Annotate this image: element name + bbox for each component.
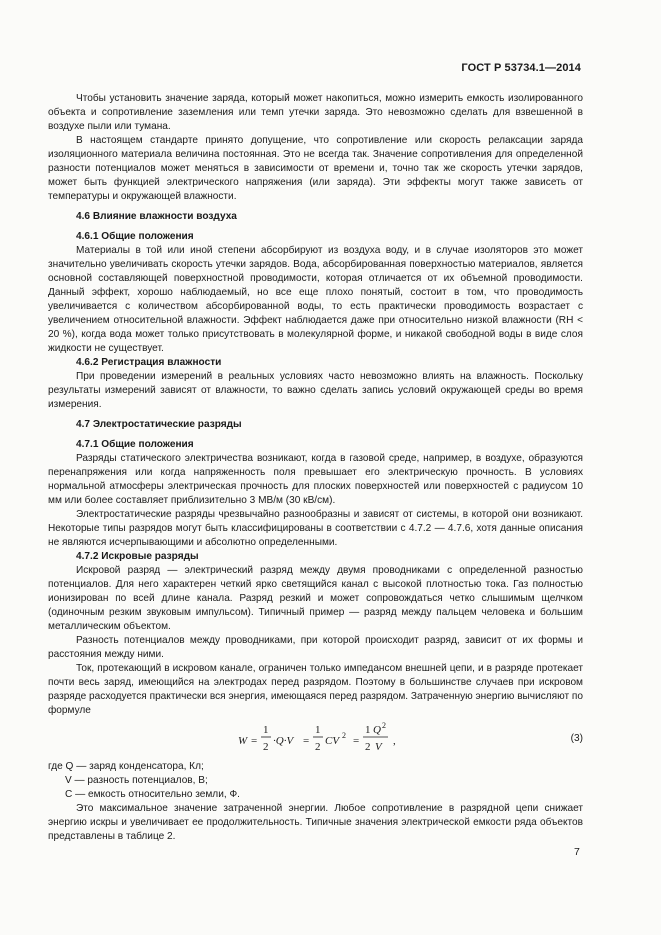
page-number: 7: [574, 846, 580, 858]
formula-exp: 2: [342, 731, 346, 740]
paragraph: Разряды статического электричества возникают, когда в газовой среде, например, в воздухе, образуются перенапряжения или когда напряженность поля превышает его электрическую прочность. В условиях нормальной атмосферы электрическая прочность для плоских поверхностей или поверхностей с радиусом 10 мм или более составляет приблизительно 3 МВ/м (30 кВ/см).: [48, 453, 583, 506]
formula-graphic: [48, 720, 468, 760]
paragraph: Ток, протекающий в искровом канале, ограничен только импедансом внешней цепи, и в разряде протекает почти весь заряд, имеющийся на электродах перед разрядом. Поэтому в большинстве случаев при искровом разряде расходуется практически вся энергия, имеющаяся перед разрядом. Затраченную энергию вычисляют по формуле: [48, 663, 583, 716]
paragraph: Материалы в той или иной степени абсорбируют из воздуха воду, и в случае изоляторов это может значительно увеличивать скорость утечки зарядов. Вода, абсорбированная поверхностью материалов, является основной составляющей поверхностной проводимости, которая отличается от их объемной проводимости. Данный эффект, хорошо наблюдаемый, но все еще плохо понятый, состоит в том, что проводимость увеличивается с количеством абсорбированной воды, то есть практически проводимость возрастает с увеличением относительной влажности. Эффект наблюдается даже при относительно низкой влажности (RH < 20 %), когда вода может только присутствовать в молекулярной форме, и никакой свободной воды в виде слоя жидкости не существует.: [48, 245, 583, 354]
paragraph: Это максимальное значение затраченной энергии. Любое сопротивление в разрядной цепи снижает энергию искры и увеличивает ее продолжительность. Типичные значения электрической емкости ряда объектов представлены в таблице 2.: [48, 803, 583, 842]
definitions: [48, 760, 583, 802]
formula-num: 1: [365, 724, 371, 736]
subsection-heading: 4.6.1 Общие положения: [76, 231, 194, 242]
definition-q: где Q — заряд конденсатора, Кл;: [48, 761, 204, 772]
formula-eq: =: [303, 735, 310, 747]
formula-v: V: [375, 741, 382, 753]
subsection-heading: 4.7.2 Искровые разряды: [76, 551, 199, 562]
formula-q: Q: [373, 724, 381, 736]
formula-comma: ,: [393, 735, 396, 747]
section-heading: 4.6 Влияние влажности воздуха: [76, 211, 237, 222]
definition-v: V — разность потенциалов, В;: [65, 775, 208, 786]
formula-eq: =: [353, 735, 360, 747]
paragraph: Искровой разряд — электрический разряд между двумя проводниками с определенной разностью потенциалов. Для него характерен четкий ярко светящийся канал с высокой плотностью тока. Газ полностью ионизирован по всей длине канала. Разряд резкий и может сопровождаться четко слышимым щелчком (одиночным резким звуковым импульсом). Типичный пример — разряд между пальцем человека и большим металлическим объектом.: [48, 565, 583, 632]
formula-number: (3): [570, 733, 583, 744]
formula-exp: 2: [382, 721, 386, 730]
formula-num: 1: [263, 724, 269, 736]
definition-c: C — емкость относительно земли, Ф.: [65, 789, 240, 800]
standard-header: ГОСТ Р 53734.1—2014: [461, 62, 581, 74]
formula-w: W: [238, 735, 248, 747]
paragraph: Чтобы установить значение заряда, который может накопиться, можно измерить емкость изолированного объекта и сопротивление заземления или темп утечки заряда. Это невозможно сделать для взвешенной в воздухе пыли или тумана.: [48, 93, 583, 132]
paragraph: Электростатические разряды чрезвычайно разнообразны и зависят от системы, в которой они возникают. Некоторые типы разрядов могут быть классифицированы в соответствии с 4.7.2 — 4.7.6, хотя данные описания не являются исчерпывающими и абсолютно определенными.: [48, 509, 583, 548]
section-heading: 4.7 Электростатические разряды: [76, 419, 242, 430]
formula-eq: =: [251, 735, 258, 747]
paragraph: Разность потенциалов между проводниками, при которой происходит разряд, зависит от их формы и расстояния между ними.: [48, 635, 583, 660]
subsection-heading: 4.6.2 Регистрация влажности: [76, 357, 222, 368]
paragraph: При проведении измерений в реальных условиях часто невозможно влиять на влажность. Поскольку результаты измерений зависят от влажности, то важно сделать запись условий окружающей среды во время измерения.: [48, 371, 583, 410]
formula-qv: ·Q·V: [273, 735, 294, 747]
formula-den: 2: [365, 741, 371, 753]
formula-den: 2: [315, 741, 321, 753]
formula-num: 1: [315, 724, 321, 736]
paragraph: В настоящем стандарте принято допущение, что сопротивление или скорость релаксации заряда изоляционного материала величина постоянная. Это не всегда так. Значение сопротивления для определенной разности потенциалов может меняться в зависимости от времени и, точно так же скорость утечки зарядов, может быть функцией электрического напряжения (или заряда). Эти эффекты могут также зависеть от температуры и окружающей влажности.: [48, 135, 583, 202]
formula-cv: CV: [325, 735, 340, 747]
formula-den: 2: [263, 741, 269, 753]
subsection-heading: 4.7.1 Общие положения: [76, 439, 194, 450]
page-body: [48, 92, 583, 844]
energy-formula: [48, 720, 583, 760]
